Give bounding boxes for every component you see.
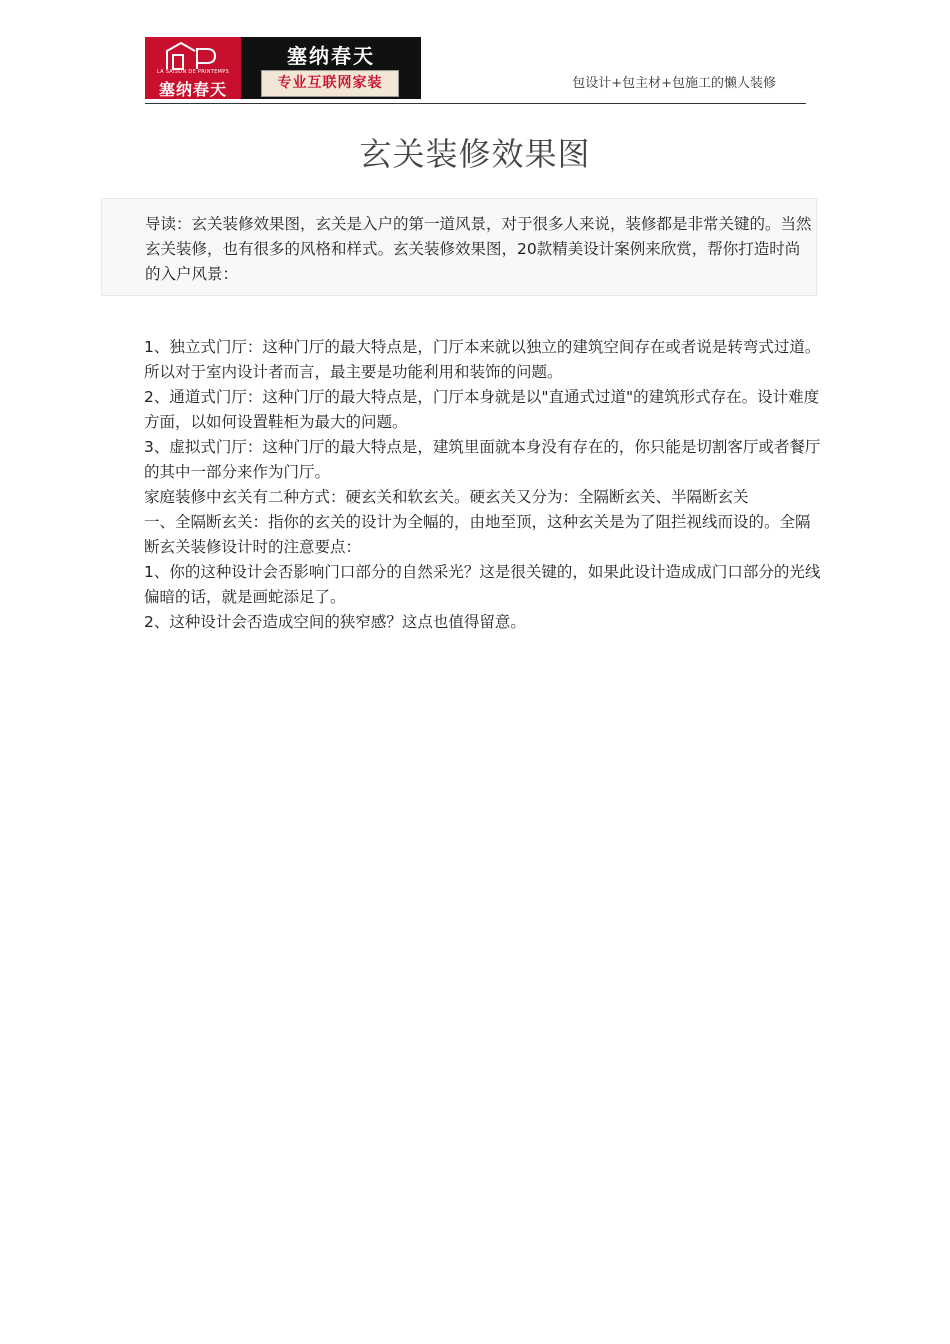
paragraph: 家庭装修中玄关有二种方式：硬玄关和软玄关。硬玄关又分为：全隔断玄关、半隔断玄关 <box>144 488 749 506</box>
header-tagline: 包设计+包主材+包施工的懒人装修 <box>572 76 776 91</box>
paragraph: 1、你的这种设计会否影响门口部分的自然采光？这是很关键的，如果此设计造成成门口部分的光线偏暗的话，就是画蛇添足了。 <box>144 563 821 606</box>
logo-small-text: LA SAISON DE PRINTEMPS <box>156 69 230 75</box>
logo-emblem <box>145 37 241 99</box>
page-title: 玄关装修效果图 <box>359 135 591 173</box>
logo-banner <box>241 37 421 99</box>
brand-name: 塞纳春天 <box>287 44 375 68</box>
brand-slogan: 专业互联网家装 <box>277 75 383 91</box>
paragraph: 3、虚拟式门厅：这种门厅的最大特点是，建筑里面就本身没有存在的，你只能是切割客厅或者餐厅的其中一部分来作为门厅。 <box>144 438 821 481</box>
paragraph: 2、这种设计会否造成空间的狭窄感？这点也值得留意。 <box>144 613 526 631</box>
house-logo-icon <box>163 41 223 71</box>
brand-logo[interactable] <box>145 37 421 99</box>
intro-box <box>101 198 817 296</box>
slogan-box <box>261 70 399 97</box>
paragraph: 2、通道式门厅：这种门厅的最大特点是，门厅本身就是以"直通式过道"的建筑形式存在。设计难度方面，以如何设置鞋柜为最大的问题。 <box>144 388 820 431</box>
paragraph: 1、独立式门厅：这种门厅的最大特点是，门厅本来就以独立的建筑空间存在或者说是转弯式过道。所以对于室内设计者而言，最主要是功能利用和装饰的问题。 <box>144 338 821 381</box>
intro-text: 导读：玄关装修效果图，玄关是入户的第一道风景，对于很多人来说，装修都是非常关键的。当然玄关装修，也有很多的风格和样式。玄关装修效果图，20款精美设计案例来欣赏，帮你打造时尚的入户风景： <box>145 215 812 283</box>
page-header <box>145 37 806 104</box>
paragraph: 一、全隔断玄关：指你的玄关的设计为全幅的，由地至顶，这种玄关是为了阻拦视线而设的。全隔断玄关装修设计时的注意要点： <box>144 513 811 556</box>
article-body <box>144 335 824 635</box>
logo-cn-name: 塞纳春天 <box>158 80 227 99</box>
